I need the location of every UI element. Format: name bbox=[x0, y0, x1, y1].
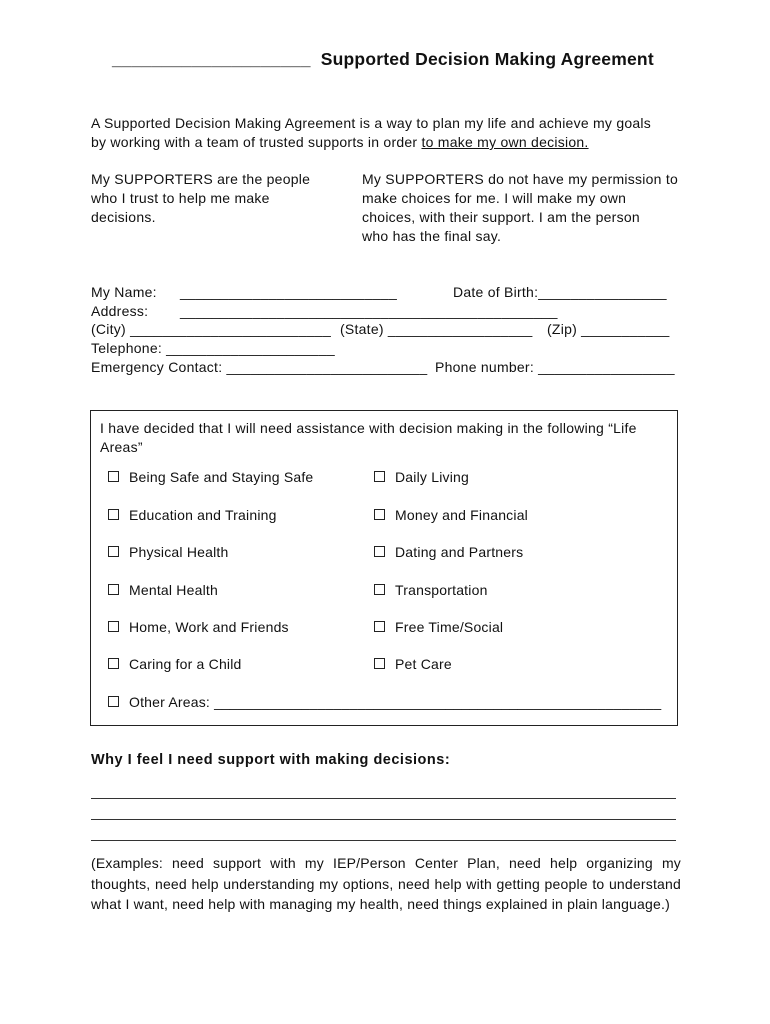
name-label: My Name: bbox=[91, 284, 157, 300]
checkbox-icon[interactable] bbox=[108, 471, 119, 482]
document-title bbox=[112, 49, 654, 70]
checkbox-label: Physical Health bbox=[129, 544, 229, 560]
checkbox-icon[interactable] bbox=[108, 546, 119, 557]
checkbox-icon[interactable] bbox=[374, 621, 385, 632]
checkbox-item[interactable] bbox=[108, 582, 218, 598]
checkbox-icon[interactable] bbox=[374, 584, 385, 595]
phone-number-field[interactable]: Phone number: _________________ bbox=[435, 359, 675, 375]
checkbox-item[interactable] bbox=[374, 619, 503, 635]
checkbox-label: Daily Living bbox=[395, 469, 469, 485]
emergency-contact-field[interactable]: Emergency Contact: _________________________ bbox=[91, 359, 428, 375]
title-blank[interactable]: ____________________ bbox=[112, 49, 311, 69]
address-field[interactable]: _______________________________________________ bbox=[180, 303, 558, 319]
zip-field[interactable]: (Zip) ___________ bbox=[547, 321, 670, 337]
title-text: Supported Decision Making Agreement bbox=[320, 49, 654, 69]
state-field[interactable]: (State) __________________ bbox=[340, 321, 533, 337]
name-field[interactable]: ___________________________ bbox=[180, 284, 397, 300]
address-label: Address: bbox=[91, 303, 149, 319]
life-areas-intro-1: I have decided that I will need assistance with decision making in the following “Life bbox=[100, 420, 637, 436]
left-col-line: decisions. bbox=[91, 209, 156, 225]
checkbox-label: Transportation bbox=[395, 582, 488, 598]
checkbox-item[interactable] bbox=[374, 544, 523, 560]
life-areas-box bbox=[90, 410, 678, 726]
checkbox-item[interactable] bbox=[374, 656, 452, 672]
intro-line-2 bbox=[91, 133, 589, 152]
checkbox-icon[interactable] bbox=[108, 509, 119, 520]
intro-line-1: A Supported Decision Making Agreement is a way to plan my life and achieve my goals bbox=[91, 115, 652, 131]
checkbox-label: Dating and Partners bbox=[395, 544, 524, 560]
checkbox-item[interactable] bbox=[374, 469, 469, 485]
intro-underlined-text: to make my own decision. bbox=[421, 134, 589, 150]
checkbox-label: Pet Care bbox=[395, 656, 452, 672]
checkbox-label: Being Safe and Staying Safe bbox=[129, 469, 314, 485]
checkbox-item[interactable] bbox=[108, 544, 229, 560]
checkbox-label: Mental Health bbox=[129, 582, 218, 598]
checkbox-icon[interactable] bbox=[374, 658, 385, 669]
checkbox-item[interactable] bbox=[374, 507, 528, 523]
telephone-field[interactable]: Telephone: _____________________ bbox=[91, 340, 335, 356]
checkbox-label: Education and Training bbox=[129, 507, 277, 523]
answer-line[interactable] bbox=[91, 798, 676, 799]
checkbox-item[interactable] bbox=[374, 582, 488, 598]
right-col-line: My SUPPORTERS do not have my permission to bbox=[362, 171, 679, 187]
why-heading: Why I feel I need support with making decisions: bbox=[91, 752, 451, 768]
checkbox-label: Free Time/Social bbox=[395, 619, 504, 635]
checkbox-icon[interactable] bbox=[108, 696, 119, 707]
checkbox-icon[interactable] bbox=[108, 658, 119, 669]
city-field[interactable]: (City) _________________________ bbox=[91, 321, 331, 337]
supporters-right-column bbox=[362, 170, 678, 246]
examples-text: (Examples: need support with my IEP/Person Center Plan, need help organizing my thoughts, need help understanding my options, need help with getting people to understand what I want, need help with managing my health, need things explained in plain language.) bbox=[91, 855, 681, 912]
supporters-left-column bbox=[91, 170, 310, 227]
intro-line-2-text: by working with a team of trusted supports in order bbox=[91, 134, 422, 150]
checkbox-icon[interactable] bbox=[374, 546, 385, 557]
checkbox-item[interactable] bbox=[108, 656, 242, 672]
life-areas-intro-2: Areas” bbox=[100, 439, 143, 455]
right-col-line: who has the final say. bbox=[362, 228, 502, 244]
other-areas-field[interactable]: Other Areas: ________________________________________________________ bbox=[129, 694, 662, 710]
checkbox-item[interactable] bbox=[108, 619, 289, 635]
right-col-line: make choices for me. I will make my own bbox=[362, 190, 627, 206]
checkbox-icon[interactable] bbox=[374, 471, 385, 482]
answer-line[interactable] bbox=[91, 819, 676, 820]
left-col-line: My SUPPORTERS are the people bbox=[91, 171, 311, 187]
checkbox-item[interactable] bbox=[108, 469, 313, 485]
checkbox-label: Money and Financial bbox=[395, 507, 528, 523]
checkbox-icon[interactable] bbox=[108, 584, 119, 595]
checkbox-label: Caring for a Child bbox=[129, 656, 242, 672]
checkbox-icon[interactable] bbox=[374, 509, 385, 520]
checkbox-label: Home, Work and Friends bbox=[129, 619, 289, 635]
checkbox-item[interactable] bbox=[108, 507, 277, 523]
right-col-line: choices, with their support. I am the person bbox=[362, 209, 640, 225]
checkbox-icon[interactable] bbox=[108, 621, 119, 632]
left-col-line: who I trust to help me make bbox=[91, 190, 270, 206]
other-areas-item[interactable] bbox=[108, 694, 661, 710]
dob-field[interactable]: Date of Birth:________________ bbox=[453, 284, 667, 300]
answer-line[interactable] bbox=[91, 840, 676, 841]
